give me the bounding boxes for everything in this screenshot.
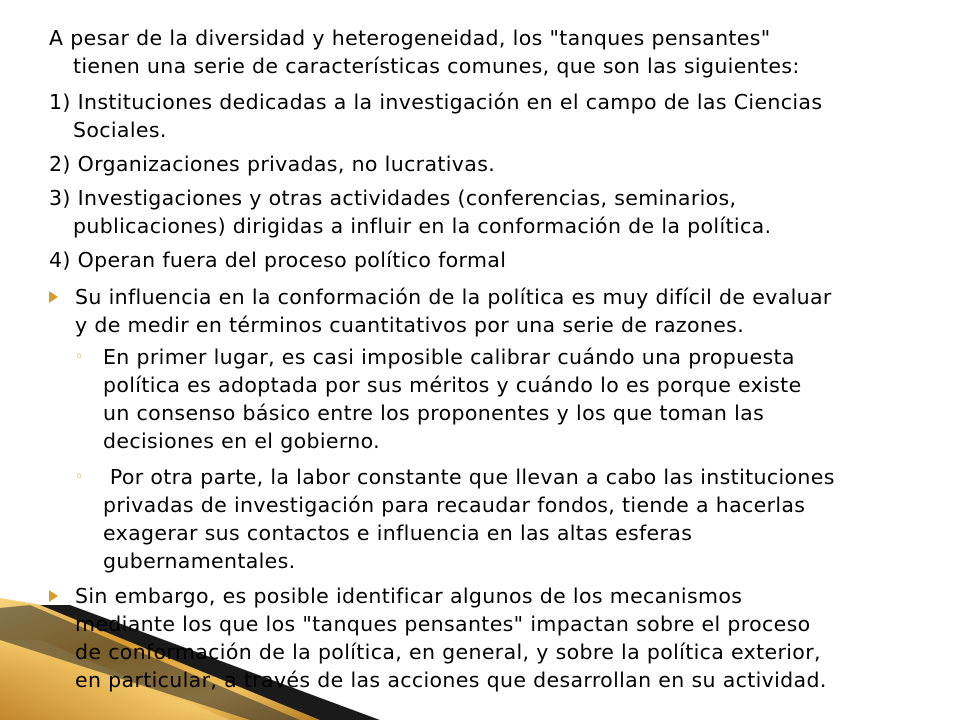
item-2 — [49, 150, 929, 178]
sub-bullet-item — [75, 463, 935, 575]
bullet-item — [49, 582, 929, 694]
bullet-line: y de medir en términos cuantitativos por una serie de razones. — [75, 313, 745, 337]
sub-bullet-line: política es adoptada por sus méritos y cuándo lo es porque existe — [103, 373, 802, 397]
triangle-right-icon — [49, 283, 63, 311]
intro-line: A pesar de la diversidad y heterogeneidad, los "tanques pensantes" — [49, 26, 771, 50]
sub-bullet-line: privadas de investigación para recaudar fondos, tiende a hacerlas — [103, 493, 806, 517]
item-line: Sociales. — [73, 118, 167, 142]
sub-bullet-line: decisiones en el gobierno. — [103, 429, 380, 453]
item-3 — [49, 184, 929, 240]
triangle-right-icon — [49, 582, 63, 610]
sub-bullet-line: Por otra parte, la labor constante que llevan a cabo las instituciones — [103, 465, 835, 489]
item-line: 2) Organizaciones privadas, no lucrativas. — [49, 152, 496, 176]
bullet-line: de conformación de la política, en general, y sobre la política exterior, — [75, 640, 821, 664]
item-4 — [49, 246, 929, 274]
intro-line: tienen una serie de características comunes, que son las siguientes: — [73, 54, 800, 78]
bullet-line: en particular, a través de las acciones que desarrollan en su actividad. — [75, 668, 827, 692]
item-line: 3) Investigaciones y otras actividades (conferencias, seminarios, — [49, 186, 737, 210]
sub-bullet-line: En primer lugar, es casi imposible calibrar cuándo una propuesta — [103, 345, 795, 369]
circle-outline-icon: ◦ — [75, 349, 84, 365]
item-line: 1) Instituciones dedicadas a la investigación en el campo de las Ciencias — [49, 90, 823, 114]
bullet-line: Sin embargo, es posible identificar algunos de los mecanismos — [75, 584, 743, 608]
sub-bullet-line: gubernamentales. — [103, 549, 296, 573]
intro-paragraph — [49, 24, 929, 80]
sub-bullet-line: exagerar sus contactos e influencia en las altas esferas — [103, 521, 693, 545]
bullet-line: mediante los que los "tanques pensantes" impactan sobre el proceso — [75, 612, 811, 636]
bullet-item — [49, 283, 929, 339]
item-1 — [49, 88, 929, 144]
sub-bullet-item — [75, 343, 935, 455]
bullet-line: Su influencia en la conformación de la política es muy difícil de evaluar — [75, 285, 832, 309]
item-line: 4) Operan fuera del proceso político formal — [49, 248, 507, 272]
item-line: publicaciones) dirigidas a influir en la conformación de la política. — [73, 214, 772, 238]
circle-outline-icon: ◦ — [75, 469, 84, 485]
sub-bullet-line: un consenso básico entre los proponentes y los que toman las — [103, 401, 765, 425]
